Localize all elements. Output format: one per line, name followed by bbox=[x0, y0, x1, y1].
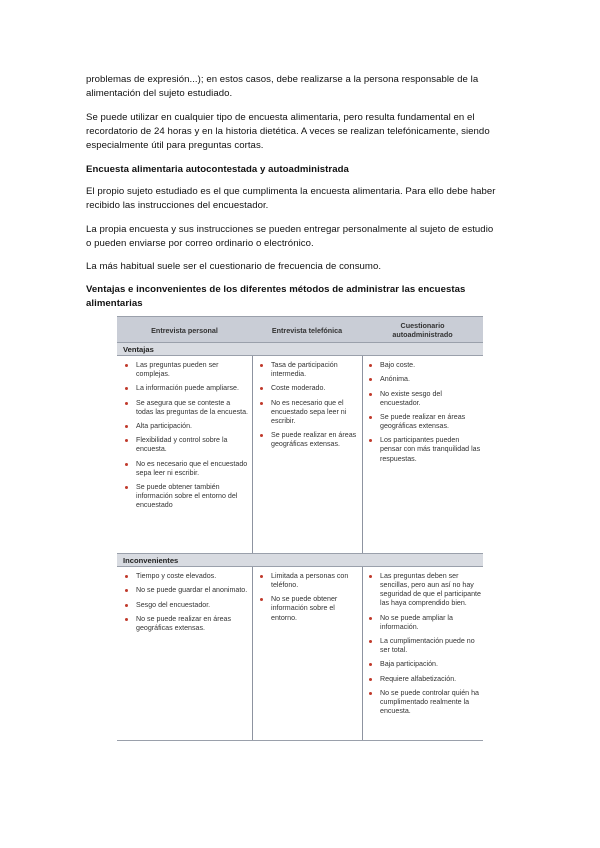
bullet-icon bbox=[260, 387, 263, 390]
bullet-list bbox=[123, 572, 249, 633]
column-divider bbox=[252, 567, 253, 740]
paragraph-line: recibido las instrucciones del encuestador. bbox=[86, 200, 269, 211]
bullet-icon bbox=[369, 393, 372, 396]
column-header-line: autoadministrado bbox=[392, 330, 453, 339]
list-item-text: La información puede ampliarse. bbox=[136, 384, 239, 393]
list-item-text: No existe sesgo del encuestador. bbox=[380, 389, 442, 407]
list-item bbox=[367, 436, 481, 463]
paragraph-line: especialmente útil para preguntas cortas. bbox=[86, 140, 264, 151]
bullet-icon bbox=[369, 663, 372, 666]
bullet-icon bbox=[125, 402, 128, 405]
list-item bbox=[367, 375, 481, 384]
list-item bbox=[123, 422, 249, 431]
column-header-personal: Entrevista personal bbox=[151, 325, 218, 335]
list-item bbox=[123, 384, 249, 393]
paragraph-line: problemas de expresión...); en estos casos, debe realizarse a la persona responsable de la bbox=[86, 74, 479, 85]
inconvenientes-telefonica-cell bbox=[258, 572, 360, 628]
paragraph-line: Se puede utilizar en cualquier tipo de encuesta alimentaria, pero resulta fundamental en el bbox=[86, 112, 475, 123]
list-item bbox=[367, 572, 481, 608]
column-divider bbox=[362, 567, 363, 740]
section-row-ventajas: Ventajas bbox=[117, 342, 483, 356]
table-header-row bbox=[117, 316, 483, 343]
bullet-icon bbox=[260, 402, 263, 405]
bullet-icon bbox=[260, 598, 263, 601]
list-item-text: Bajo coste. bbox=[380, 361, 416, 369]
list-item bbox=[367, 660, 481, 669]
paragraph-line: recordatorio de 24 horas y en la historia dietética. A veces se realizan telefónicamente, siendo bbox=[86, 126, 490, 137]
list-item-text: Se asegura que se conteste a todas las preguntas de la encuesta. bbox=[136, 398, 249, 416]
bullet-icon bbox=[369, 416, 372, 419]
bullet-list bbox=[258, 361, 360, 449]
list-item bbox=[367, 675, 481, 684]
list-item-text: Coste moderado. bbox=[271, 384, 326, 393]
section-heading: Encuesta alimentaria autocontestada y autoadministrada bbox=[86, 164, 349, 175]
bullet-icon bbox=[125, 439, 128, 442]
list-item-text: Alta participación. bbox=[136, 422, 192, 431]
bullet-list bbox=[258, 572, 360, 623]
list-item-text: La cumplimentación puede no ser total. bbox=[380, 636, 475, 655]
list-item bbox=[258, 384, 360, 393]
list-item bbox=[367, 689, 481, 716]
bullet-icon bbox=[369, 617, 372, 620]
bullet-icon bbox=[125, 486, 128, 489]
column-divider bbox=[252, 356, 253, 553]
column-header-line: Cuestionario bbox=[400, 321, 445, 330]
list-item-text: Flexibilidad y control sobre la encuesta. bbox=[136, 436, 228, 454]
list-item-text: No es necesario que el encuestado sepa leer ni escribir. bbox=[271, 398, 347, 425]
list-item-text: Se puede realizar en áreas geográficas extensas. bbox=[380, 412, 466, 431]
list-item bbox=[123, 586, 249, 595]
table-bottom-border bbox=[117, 740, 483, 741]
list-item bbox=[258, 361, 360, 379]
list-item-text: Baja participación. bbox=[380, 660, 438, 669]
bullet-icon bbox=[369, 692, 372, 695]
list-item bbox=[123, 615, 249, 633]
list-item-text: No se puede controlar quién ha cumplimentado realmente la encuesta. bbox=[380, 688, 479, 716]
bullet-icon bbox=[369, 364, 372, 367]
list-item-text: Requiere alfabetización. bbox=[380, 674, 457, 683]
bullet-list bbox=[367, 361, 481, 464]
list-item-text: Se puede obtener también información sobre el entorno del encuestado bbox=[136, 483, 238, 510]
list-item-text: Sesgo del encuestador. bbox=[136, 600, 211, 609]
paragraph-line: El propio sujeto estudiado es el que cumplimenta la encuesta alimentaria. Para ello debe haber bbox=[86, 186, 496, 197]
list-item bbox=[258, 595, 360, 622]
ventajas-telefonica-cell bbox=[258, 361, 360, 455]
list-item bbox=[123, 601, 249, 610]
column-divider bbox=[362, 356, 363, 553]
list-item-text: No se puede obtener información sobre el entorno. bbox=[271, 595, 338, 622]
list-item-text: Las preguntas deben ser sencillas, pero aun así no hay seguridad de que el participante las haya comprendido bien. bbox=[380, 572, 481, 608]
list-item bbox=[367, 390, 481, 408]
bullet-icon bbox=[369, 640, 372, 643]
bullet-list bbox=[367, 572, 481, 716]
list-item bbox=[123, 483, 249, 510]
paragraph-line: alimentación del sujeto estudiado. bbox=[86, 88, 233, 99]
bullet-icon bbox=[260, 575, 263, 578]
bullet-icon bbox=[260, 434, 263, 437]
paragraph-line: La propia encuesta y sus instrucciones se pueden entregar personalmente al sujeto de estudio bbox=[86, 224, 494, 235]
bullet-icon bbox=[125, 575, 128, 578]
list-item bbox=[123, 361, 249, 379]
bullet-icon bbox=[260, 364, 263, 367]
paragraph-line: o pueden enviarse por correo ordinario o electrónico. bbox=[86, 238, 314, 249]
list-item-text: Los participantes pueden pensar con más tranquilidad las respuestas. bbox=[380, 436, 481, 463]
list-item bbox=[367, 413, 481, 431]
bullet-icon bbox=[369, 439, 372, 442]
list-item bbox=[367, 637, 481, 655]
list-item bbox=[258, 572, 360, 590]
list-item-text: Las preguntas pueden ser complejas. bbox=[136, 361, 219, 379]
paragraph-line: La más habitual suele ser el cuestionario de frecuencia de consumo. bbox=[86, 261, 382, 272]
bullet-icon bbox=[125, 463, 128, 466]
bullet-icon bbox=[125, 618, 128, 621]
list-item-text: No se puede realizar en áreas geográficas extensas. bbox=[136, 614, 232, 632]
list-item bbox=[123, 460, 249, 478]
bullet-icon bbox=[125, 604, 128, 607]
list-item-text: No se puede ampliar la información. bbox=[380, 613, 453, 631]
bullet-icon bbox=[125, 387, 128, 390]
list-item-text: No es necesario que el encuestado sepa leer ni escribir. bbox=[136, 459, 248, 477]
list-item bbox=[367, 614, 481, 632]
bullet-list bbox=[123, 361, 249, 510]
list-item-text: Se puede realizar en áreas geográficas extensas. bbox=[271, 431, 357, 449]
list-item-text: Tiempo y coste elevados. bbox=[136, 572, 217, 580]
comparison-table bbox=[117, 316, 483, 741]
inconvenientes-personal-cell bbox=[123, 572, 249, 638]
bullet-icon bbox=[369, 575, 372, 578]
column-header-telefonica: Entrevista telefónica bbox=[271, 325, 343, 335]
list-item bbox=[123, 436, 249, 454]
section-row-inconvenientes: Inconvenientes bbox=[117, 553, 483, 567]
bullet-icon bbox=[369, 678, 372, 681]
table-heading: alimentarias bbox=[86, 298, 143, 309]
bullet-icon bbox=[369, 378, 372, 381]
inconvenientes-autoadministrado-cell bbox=[367, 572, 481, 721]
list-item bbox=[123, 572, 249, 581]
list-item bbox=[258, 399, 360, 426]
list-item bbox=[123, 399, 249, 417]
column-header-autoadministrado bbox=[362, 317, 483, 343]
list-item-text: No se puede guardar el anonimato. bbox=[136, 586, 248, 595]
bullet-icon bbox=[125, 364, 128, 367]
list-item-text: Tasa de participación intermedia. bbox=[271, 361, 338, 379]
ventajas-autoadministrado-cell bbox=[367, 361, 481, 469]
list-item bbox=[258, 431, 360, 449]
list-item-text: Limitada a personas con teléfono. bbox=[271, 572, 349, 590]
bullet-icon bbox=[125, 425, 128, 428]
list-item-text: Anónima. bbox=[380, 375, 410, 384]
bullet-icon bbox=[125, 589, 128, 592]
table-heading: Ventajas e inconvenientes de los diferentes métodos de administrar las encuestas bbox=[86, 284, 466, 295]
list-item bbox=[367, 361, 481, 370]
ventajas-personal-cell bbox=[123, 361, 249, 516]
